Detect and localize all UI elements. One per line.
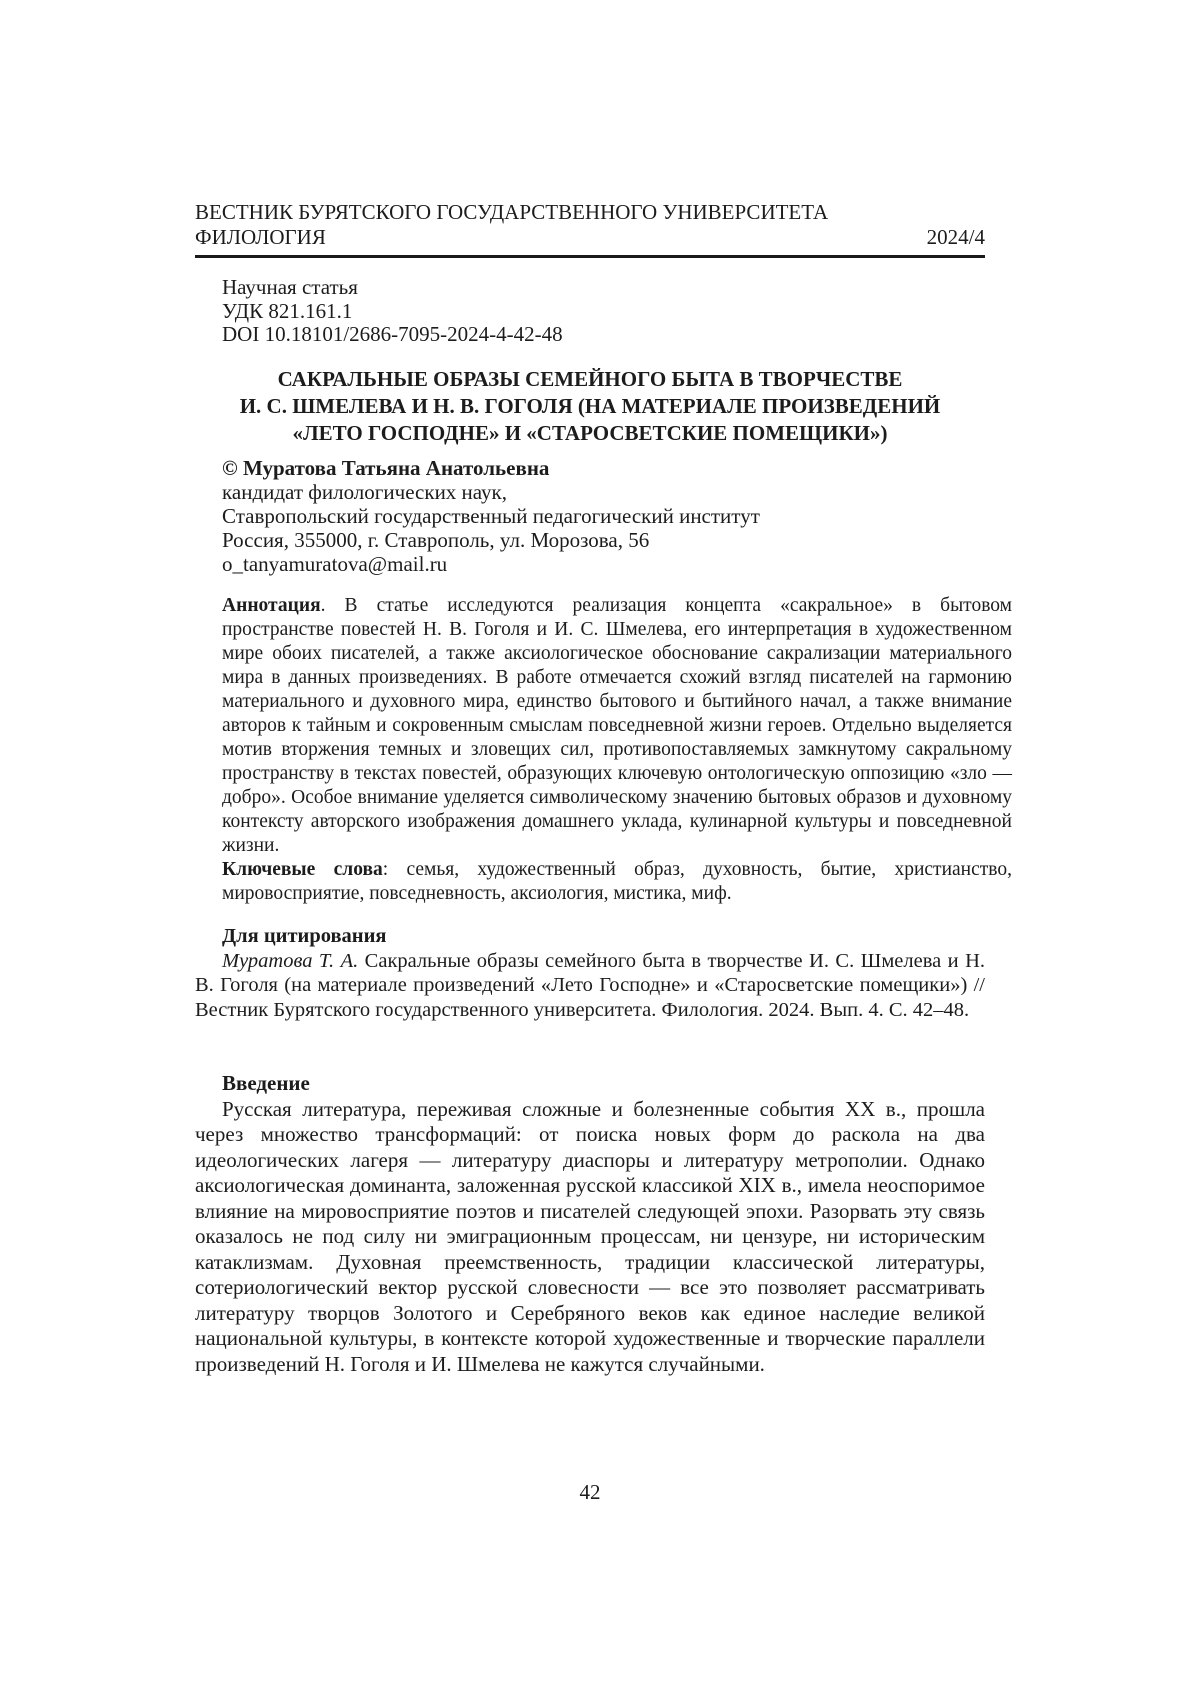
keywords-text: : семья, художественный образ, духовность, бытие, христианство, мировосприятие, повседневность, аксиология, мистика, миф. (222, 859, 1012, 904)
abstract-block (195, 594, 1012, 906)
author-name: © Муратова Татьяна Анатольевна (222, 456, 550, 480)
introduction-paragraph: Русская литература, переживая сложные и болезненные события XX в., прошла через множество трансформаций: от поиска новых форм до раскола на два идеологических лагеря — литературу диаспоры и литературу метрополии. Однако аксиологическая доминанта, заложенная русской классикой XIX в., имела неоспоримое влияние на мировосприятие поэтов и писателей следующей эпохи. Разорвать эту связь оказалось не под силу ни эмиграционным процессам, ни цензуре, ни историческим катаклизмам. Духовная преемственность, традиции классической литературы, сотериологический вектор русской словесности — все это позволяет рассматривать литературу творцов Золотого и Серебряного веков как единое наследие великой национальной культуры, в контексте которой художественные и творческие параллели произведений Н. Гоголя и И. Шмелева не кажутся случайными. (195, 1096, 985, 1376)
author-affiliation: Ставропольский государственный педагогический институт (222, 504, 760, 528)
article-title-line-2: И. С. ШМЕЛЕВА И Н. В. ГОГОЛЯ (НА МАТЕРИАЛЕ ПРОИЗВЕДЕНИЙ (239, 394, 941, 418)
issue-number: 2024/4 (926, 225, 985, 249)
doi-code: DOI 10.18101/2686-7095-2024-4-42-48 (222, 322, 563, 346)
author-degree: кандидат филологических наук, (222, 480, 507, 504)
page-number: 42 (579, 1480, 601, 1504)
journal-title: ВЕСТНИК БУРЯТСКОГО ГОСУДАРСТВЕННОГО УНИВЕРСИТЕТА (195, 200, 829, 224)
journal-header (195, 200, 985, 250)
citation-paragraph (195, 949, 985, 1023)
citation-text: Сакральные образы семейного быта в творчестве И. С. Шмелева и Н. В. Гоголя (на материале произведений «Лето Господне» и «Старосветские помещики») // Вестник Бурятского государственного университета. Филология. 2024. Вып. 4. С. 42–48. (195, 949, 985, 1021)
author-block (195, 456, 1012, 576)
citation-author: Муратова Т. А. (222, 949, 359, 972)
keywords-label: Ключевые слова (222, 859, 383, 880)
citation-heading: Для цитирования (222, 925, 387, 947)
article-type: Научная статья (222, 275, 358, 299)
abstract-text: . В статье исследуются реализация концепта «сакральное» в бытовом пространстве повестей Н. В. Гоголя и И. С. Шмелева, его интерпретация в художественном мире обоих писателей, а также аксиологическое обоснование сакрализации материального мира в данных произведениях. В работе отмечается схожий взгляд писателей на гармонию материального и духовного мира, единство бытового и бытийного начал, а также внимание авторов к тайным и сокровенным смыслам повседневной жизни героев. Отдельно выделяется мотив вторжения темных и зловещих сил, противопоставляемых замкнутому сакральному пространству в текстах повестей, образующих ключевую онтологическую оппозицию «зло — добро». Особое внимание уделяется символическому значению бытовых образов и духовному контексту авторского изображения домашнего уклада, кулинарной культуры и повседневной жизни. (222, 595, 1012, 856)
abstract-paragraph (222, 594, 1012, 858)
journal-section: ФИЛОЛОГИЯ (195, 225, 326, 249)
udc-code: УДК 821.161.1 (222, 298, 353, 323)
abstract-label: Аннотация (222, 595, 321, 616)
introduction-section (195, 1071, 985, 1377)
citation-block (195, 924, 985, 1022)
author-address: Россия, 355000, г. Ставрополь, ул. Морозова, 56 (222, 528, 650, 552)
introduction-heading: Введение (222, 1071, 310, 1095)
article-title-line-3: «ЛЕТО ГОСПОДНЕ» И «СТАРОСВЕТСКИЕ ПОМЕЩИКИ») (292, 421, 888, 445)
article-title-line-1: САКРАЛЬНЫЕ ОБРАЗЫ СЕМЕЙНОГО БЫТА В ТВОРЧЕСТВЕ (277, 367, 903, 391)
article-title (195, 366, 985, 447)
article-meta (195, 276, 1012, 347)
journal-header-left (195, 200, 828, 250)
header-divider (195, 255, 985, 258)
keywords-paragraph (222, 858, 1012, 906)
author-email: o_tanyamuratova@mail.ru (222, 552, 448, 576)
